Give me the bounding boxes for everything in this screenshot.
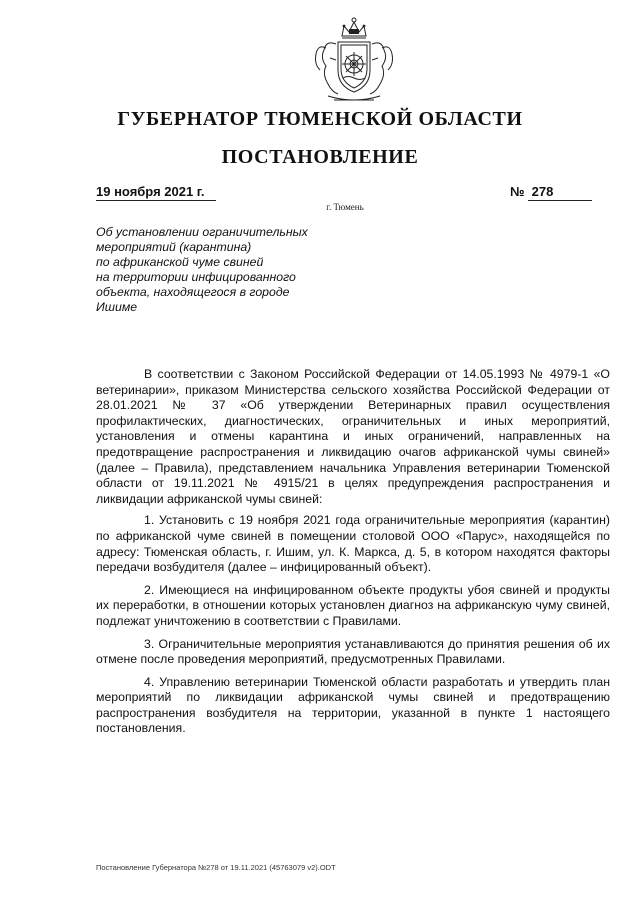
item-paragraph-1: 1. Установить с 19 ноября 2021 года ограничительные мероприятия (карантин) по африканской чуме свиней в помещении столовой ООО «Парус», находящейся по адресу: Тюменская область, г. Ишим, ул. К. Маркса, д. 5, в котором находятся факторы передачи возбудителя (далее – инфицированный объект). [96, 513, 610, 575]
document-subject [96, 225, 356, 315]
subject-line: Об установлении ограничительных [96, 225, 308, 239]
subject-line: по африканской чуме свиней [96, 255, 264, 269]
preamble-paragraph: В соответствии с Законом Российской Федерации от 14.05.1993 № 4979-1 «О ветеринарии», приказом Министерства сельского хозяйства Российской Федерации от 28.01.2021 № 37 «Об утверждении Ветеринарных правил осуществления профилактических, диагностических, ограничительных и иных мероприятий, установления и отмены карантина и иных ограничений, направленных на предотвращение распространения и ликвидацию очагов африканской чумы свиней» (далее – Правила), представлением начальника Управления ветеринарии Тюменской области от 19.11.2021 № 4915/21 в целях предупреждения распространения и ликвидации африканской чумы свиней: [96, 367, 610, 506]
number-sign: № [510, 184, 525, 199]
governor-title: ГУБЕРНАТОР ТЮМЕНСКОЙ ОБЛАСТИ [117, 108, 523, 130]
tyumen-coat-of-arms-icon [304, 14, 404, 106]
document-footer: Постановление Губернатора №278 от 19.11.2021 (45763079 v2).ODT [96, 863, 336, 872]
document-type-title: ПОСТАНОВЛЕНИЕ [221, 146, 419, 168]
document-number-value: 278 [531, 184, 554, 199]
document-number [528, 184, 592, 201]
document-body [96, 367, 610, 744]
city-label: г. Тюмень [326, 202, 364, 212]
subject-line: Ишиме [96, 300, 138, 314]
document-date: 19 ноября 2021 г. [96, 184, 216, 201]
item-paragraph-2: 2. Имеющиеся на инфицированном объекте продукты убоя свиней и продукты их переработки, в отношении которых установлен диагноз на африканскую чуму свиней, подлежат уничтожению в соответствии с Правилами. [96, 582, 610, 628]
item-paragraph-4: 4. Управлению ветеринарии Тюменской области разработать и утвердить план мероприятий по ликвидации африканской чумы свиней и предотвращению распространения возбудителя на территории, указанной в пункте 1 настоящего постановления. [96, 674, 610, 736]
subject-line: объекта, находящегося в городе [96, 285, 290, 299]
subject-line: мероприятий (карантина) [96, 240, 252, 254]
item-paragraph-3: 3. Ограничительные мероприятия устанавливаются до принятия решения об их отмене после проведения мероприятий, предусмотренных Правилами. [96, 636, 610, 667]
subject-line: на территории инфицированного [96, 270, 296, 284]
